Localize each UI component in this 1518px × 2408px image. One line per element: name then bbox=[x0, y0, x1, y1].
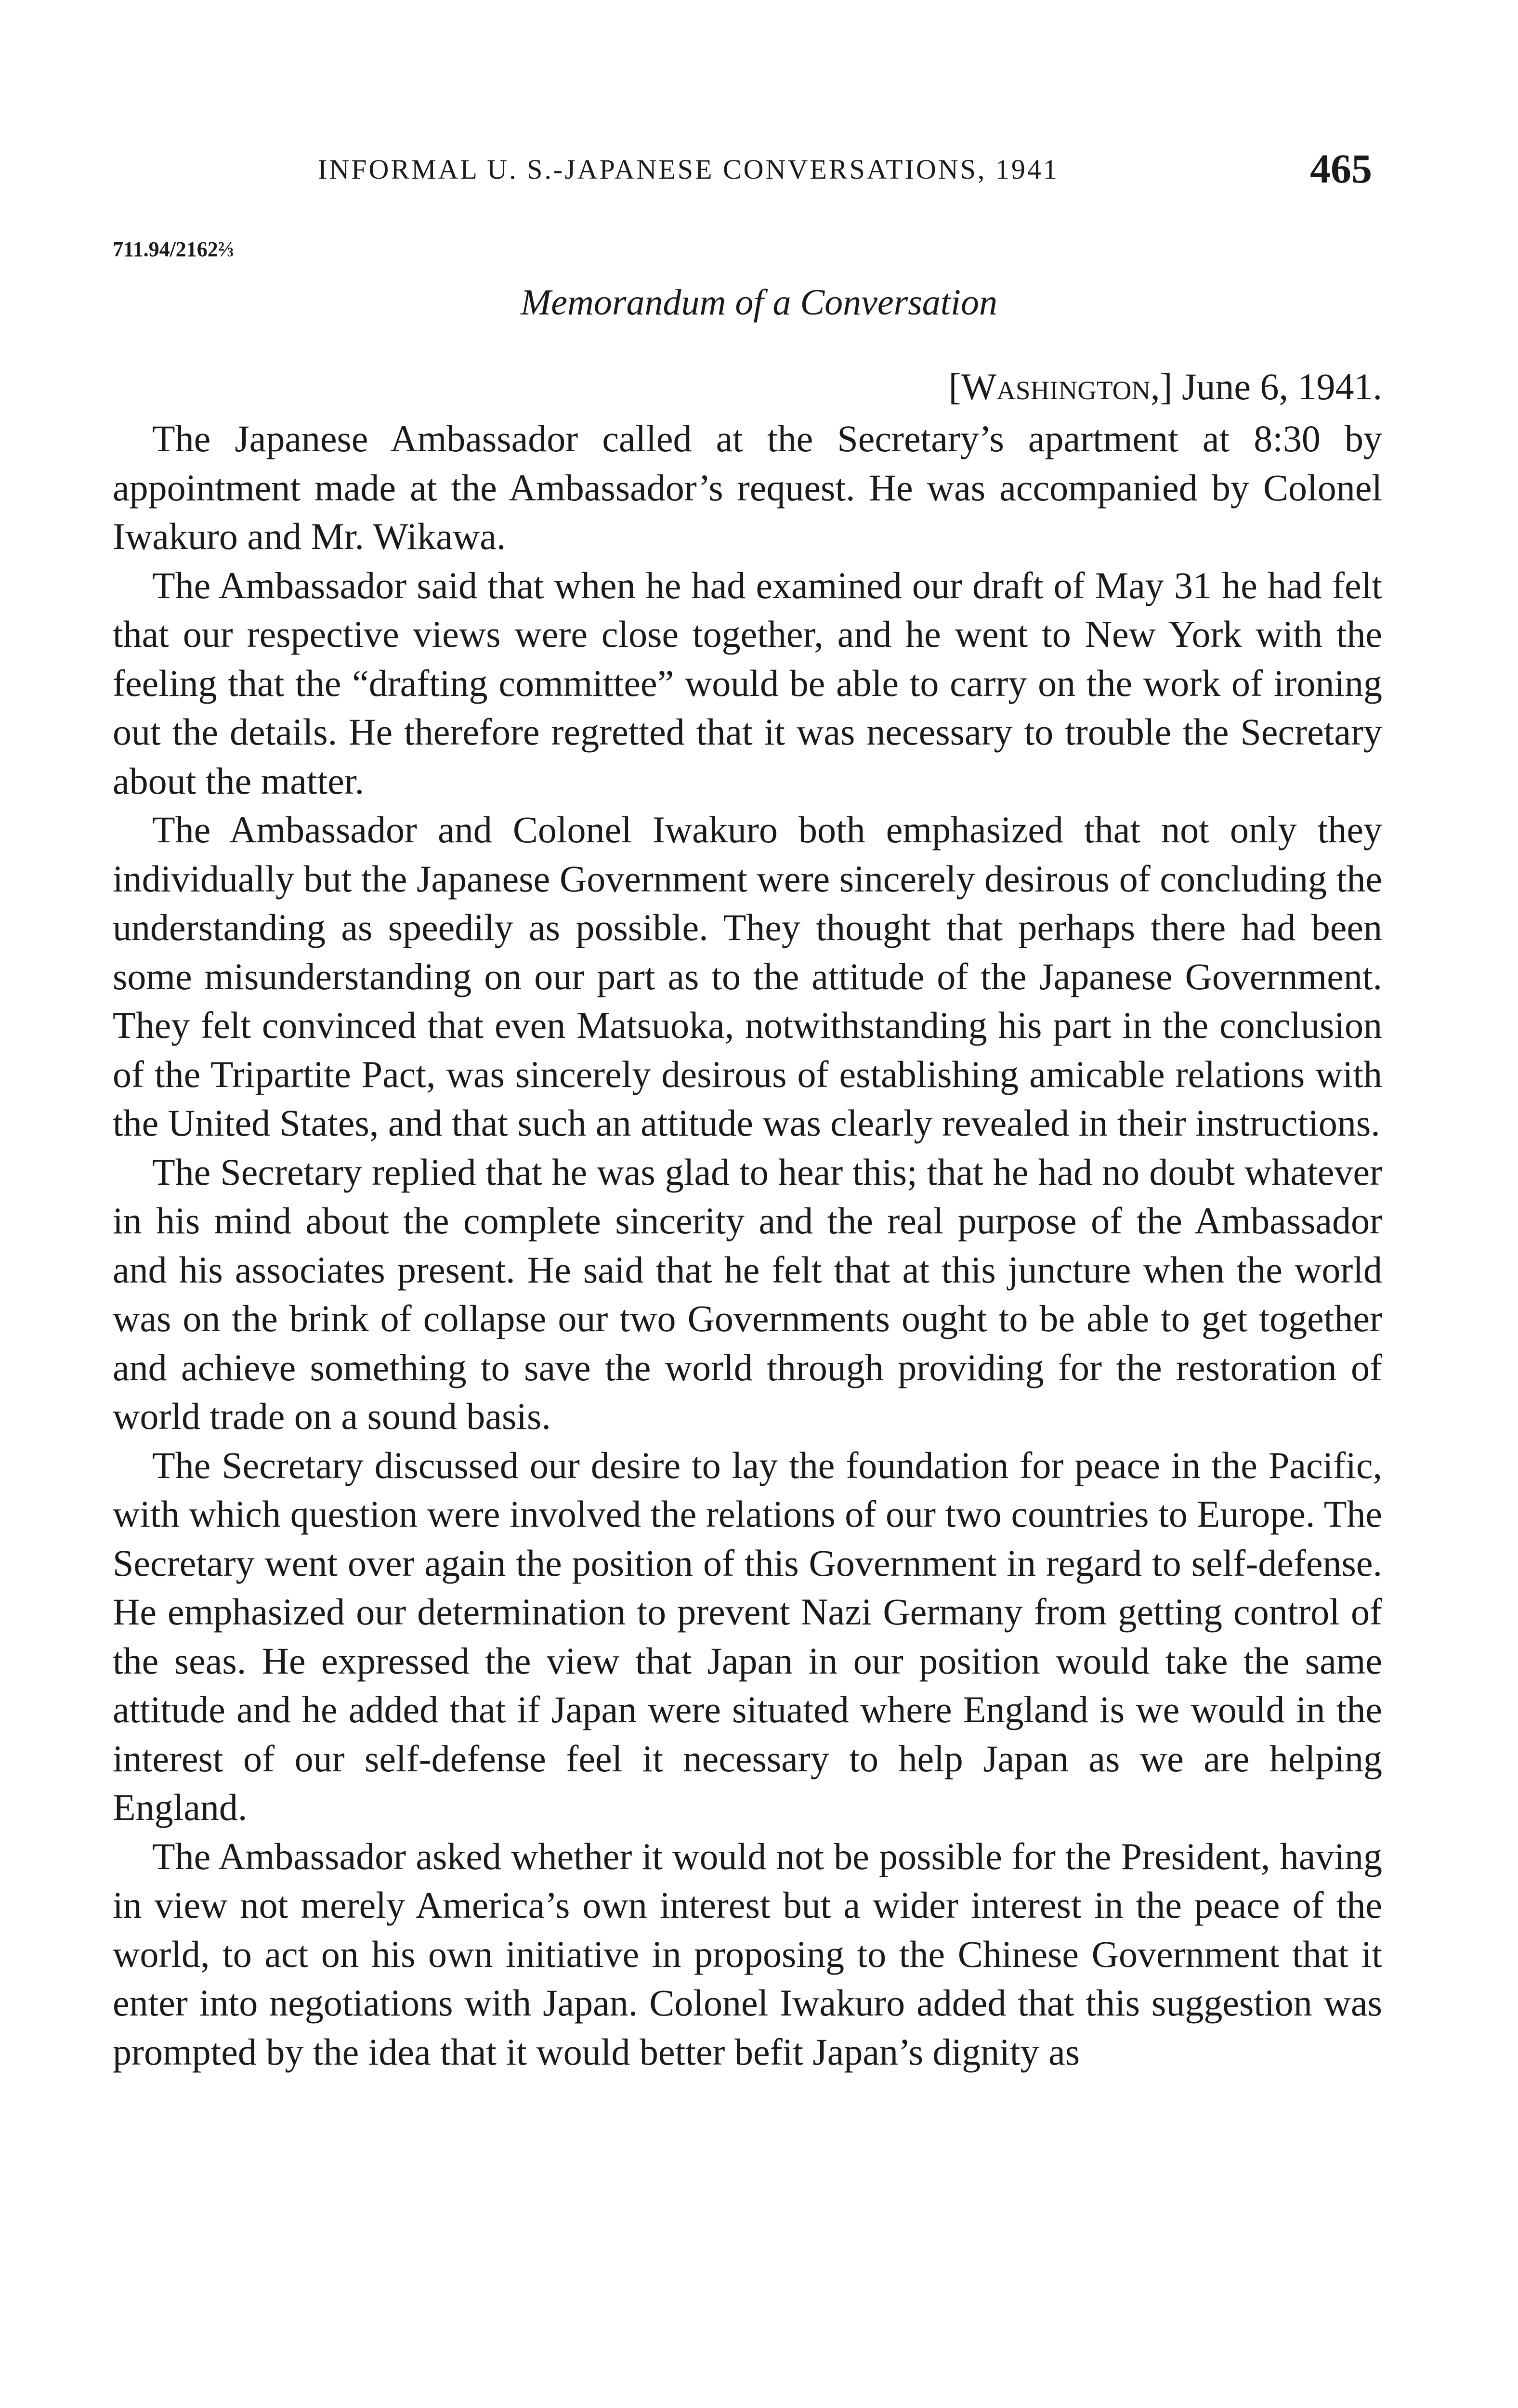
file-reference: 711.94/2162⅔ bbox=[113, 237, 234, 261]
dateline-place: [Washington,] bbox=[948, 366, 1173, 407]
memo-body bbox=[113, 414, 1382, 2076]
paragraph: The Japanese Ambassador called at the Secretary’s apartment at 8:30 by appointment made at the Ambassador’s request. He was accompanied by Colonel Iwakuro and Mr. Wikawa. bbox=[113, 418, 1382, 557]
running-head: INFORMAL U. S.-JAPANESE CONVERSATIONS, 1941 bbox=[318, 154, 1059, 185]
page-number: 465 bbox=[1310, 145, 1372, 192]
paragraph: The Ambassador said that when he had examined our draft of May 31 he had felt that our respective views were close together, and he went to New York with the feeling that the “drafting committee” would be able to carry on the work of ironing out the details. He therefore regretted that it was necessary to trouble the Secretary about the matter. bbox=[113, 564, 1382, 802]
paragraph: The Ambassador asked whether it would not be possible for the President, having in view not merely America’s own interest but a wider interest in the peace of the world, to act on his own initiative in proposing to the Chinese Government that it enter into negotiations with Japan. Colonel Iwakuro added that this suggestion was prompted by the idea that it would better befit Japan’s dignity as bbox=[113, 1835, 1382, 2073]
paragraph: The Ambassador and Colonel Iwakuro both emphasized that not only they individually but the Japanese Government were sincerely desirous of concluding the understanding as speedily as possible. They thought that perhaps there had been some misunderstanding on our part as to the attitude of the Japanese Government. They felt convinced that even Matsuoka, notwithstanding his part in the conclusion of the Tripartite Pact, was sincerely desirous of establishing amicable relations with the United States, and that such an attitude was clearly revealed in their instructions. bbox=[113, 809, 1382, 1144]
paragraph: The Secretary replied that he was glad to hear this; that he had no doubt whatever in his mind about the complete sincerity and the real purpose of the Ambassador and his associates present. He said that he felt that at this juncture when the world was on the brink of collapse our two Governments ought to be able to get together and achieve something to save the world through providing for the restoration of world trade on a sound basis. bbox=[113, 1151, 1382, 1437]
dateline bbox=[949, 365, 1382, 408]
paragraph: The Secretary discussed our desire to lay the foundation for peace in the Pacific, with which question were involved the relations of our two countries to Europe. The Secretary went over again the position of this Government in regard to self-defense. He emphasized our determination to prevent Nazi Germany from getting control of the seas. He expressed the view that Japan in our position would take the same attitude and he added that if Japan were situated where England is we would in the interest of our self-defense feel it necessary to help Japan as we are helping England. bbox=[113, 1444, 1382, 1828]
memo-title: Memorandum of a Conversation bbox=[520, 282, 998, 323]
dateline-date: June 6, 1941. bbox=[1182, 366, 1382, 407]
